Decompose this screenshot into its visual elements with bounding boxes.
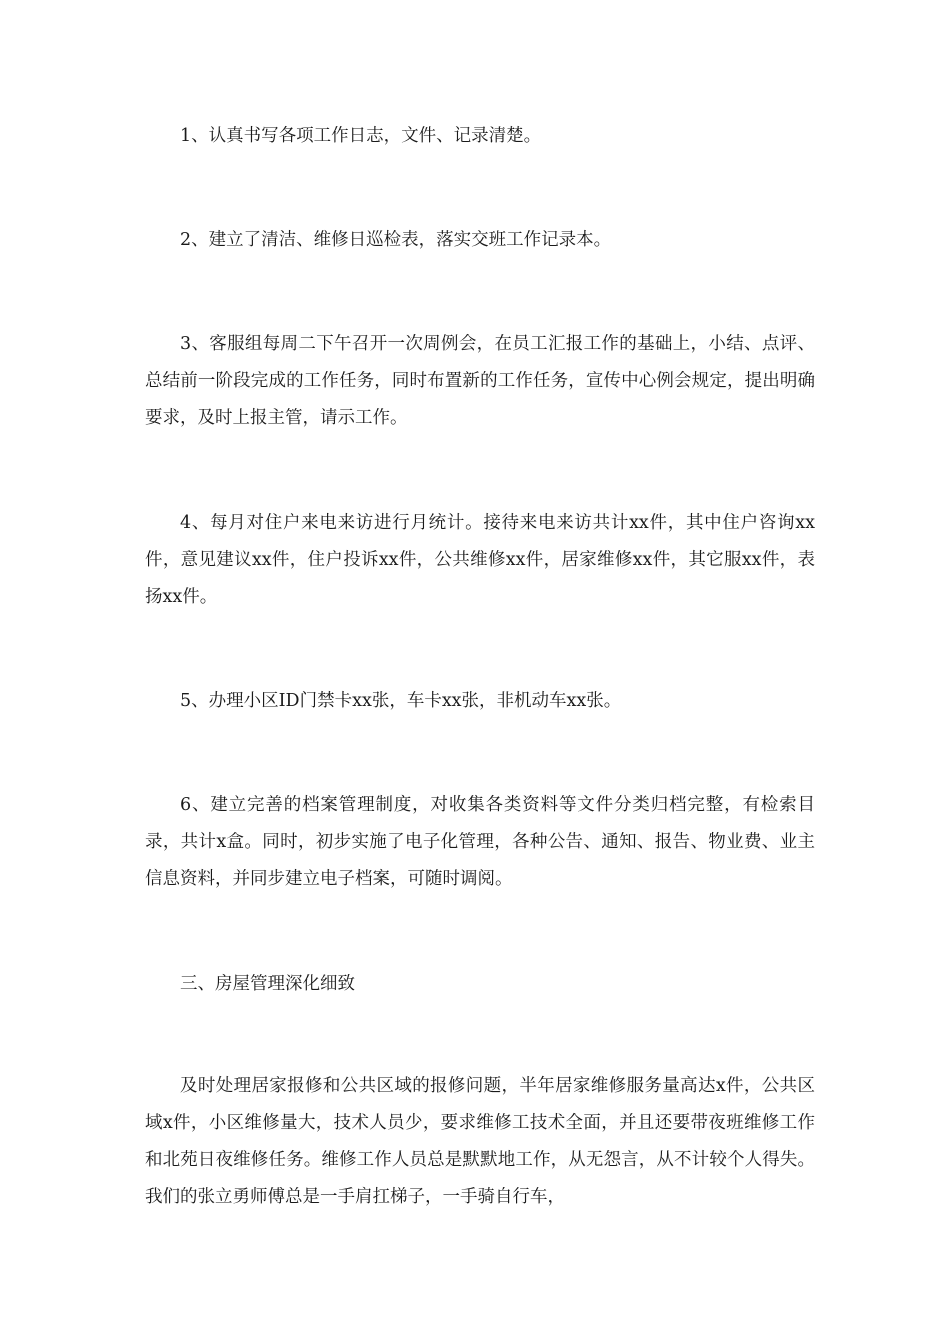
list-item-3: 3、客服组每周二下午召开一次周例会，在员工汇报工作的基础上，小结、点评、总结前一阶段完成的工作任务，同时布置新的工作任务，宣传中心例会规定，提出明确要求，及时上报主管，请示工作。: [145, 334, 815, 428]
section-heading: 三、房屋管理深化细致: [180, 974, 355, 994]
list-item-1: 1、认真书写各项工作日志，文件、记录清楚。: [180, 126, 542, 146]
list-item-6: 6、建立完善的档案管理制度，对收集各类资料等文件分类归档完整，有检索目录，共计x盒。同时，初步实施了电子化管理，各种公告、通知、报告、物业费、业主信息资料，并同步建立电子档案，可随时调阅。: [145, 795, 815, 889]
list-item-4: 4、每月对住户来电来访进行月统计。接待来电来访共计xx件，其中住户咨询xx件，意见建议xx件，住户投诉xx件，公共维修xx件，居家维修xx件，其它服xx件，表扬xx件。: [145, 513, 815, 607]
body-paragraph: 及时处理居家报修和公共区域的报修问题，半年居家维修服务量高达x件，公共区域x件，小区维修量大，技术人员少，要求维修工技术全面，并且还要带夜班维修工作和北苑日夜维修任务。维修工作人员总是默默地工作，从无怨言，从不计较个人得失。我们的张立勇师傅总是一手肩扛梯子，一手骑自行车，: [145, 1076, 815, 1207]
list-item-2: 2、建立了清洁、维修日巡检表，落实交班工作记录本。: [180, 230, 612, 250]
list-item-5: 5、办理小区ID门禁卡xx张，车卡xx张，非机动车xx张。: [180, 691, 622, 711]
